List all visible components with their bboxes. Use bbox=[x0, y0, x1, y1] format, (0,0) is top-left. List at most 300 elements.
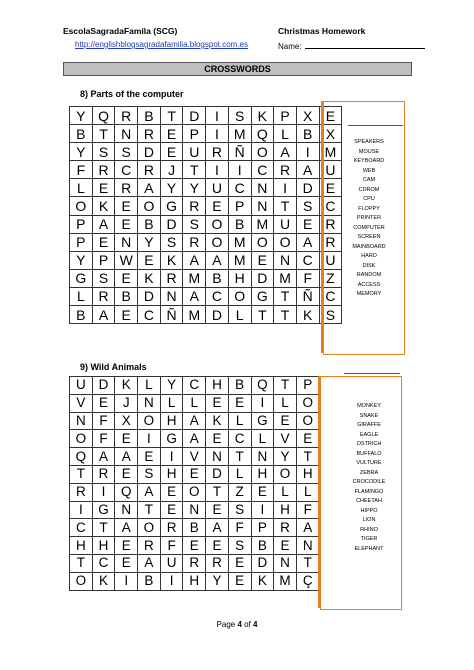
grid-cell[interactable]: C bbox=[319, 287, 342, 305]
grid-cell[interactable]: D bbox=[138, 287, 161, 305]
grid-cell[interactable]: M bbox=[183, 269, 206, 287]
grid-cell[interactable]: K bbox=[115, 377, 138, 395]
grid-cell[interactable]: I bbox=[274, 179, 297, 197]
grid-cell[interactable]: T bbox=[138, 501, 161, 519]
grid-cell[interactable]: L bbox=[160, 394, 183, 412]
word-list-item: CDROM bbox=[358, 186, 380, 193]
grid-cell[interactable]: E bbox=[228, 572, 251, 590]
grid-cell[interactable]: B bbox=[70, 125, 93, 143]
grid-cell[interactable]: U bbox=[183, 143, 206, 161]
grid-cell[interactable]: N bbox=[70, 412, 93, 430]
grid-cell[interactable]: O bbox=[70, 572, 93, 590]
grid-cell[interactable]: T bbox=[274, 306, 297, 324]
grid-cell[interactable]: E bbox=[251, 251, 274, 269]
grid-cell[interactable]: U bbox=[160, 554, 183, 572]
grid-cell[interactable]: N bbox=[183, 501, 206, 519]
grid-cell[interactable]: P bbox=[296, 377, 319, 395]
grid-cell[interactable]: E bbox=[160, 125, 183, 143]
grid-cell[interactable]: I bbox=[251, 394, 274, 412]
grid-cell[interactable]: O bbox=[274, 233, 297, 251]
grid-cell[interactable]: E bbox=[183, 537, 206, 555]
grid-cell[interactable]: H bbox=[183, 572, 206, 590]
grid-cell[interactable]: L bbox=[251, 430, 274, 448]
grid-cell[interactable]: T bbox=[296, 448, 319, 466]
grid-cell[interactable]: N bbox=[115, 501, 138, 519]
grid-row bbox=[70, 430, 320, 448]
grid-cell[interactable]: O bbox=[296, 412, 319, 430]
grid-cell[interactable]: R bbox=[183, 197, 206, 215]
grid-cell[interactable]: D bbox=[251, 269, 274, 287]
grid-cell[interactable]: E bbox=[274, 412, 297, 430]
grid-cell[interactable]: T bbox=[92, 519, 115, 537]
grid-cell[interactable]: R bbox=[206, 554, 229, 572]
grid-cell[interactable]: A bbox=[115, 448, 138, 466]
grid-row bbox=[70, 377, 320, 395]
grid-cell[interactable]: S bbox=[92, 269, 115, 287]
grid-cell[interactable]: C bbox=[183, 377, 206, 395]
grid-cell[interactable]: C bbox=[206, 287, 229, 305]
word-list-item: ACCESS bbox=[357, 281, 381, 288]
grid-cell[interactable]: I bbox=[160, 572, 183, 590]
grid-cell[interactable]: E bbox=[160, 143, 183, 161]
grid-cell[interactable]: E bbox=[274, 537, 297, 555]
grid-cell[interactable]: R bbox=[206, 143, 229, 161]
grid-cell[interactable]: K bbox=[251, 572, 274, 590]
grid-cell[interactable]: L bbox=[183, 394, 206, 412]
grid-cell[interactable]: O bbox=[138, 197, 161, 215]
grid-cell[interactable]: T bbox=[251, 306, 274, 324]
grid-cell[interactable]: E bbox=[251, 483, 274, 501]
grid-cell[interactable]: S bbox=[92, 143, 115, 161]
grid-cell[interactable]: A bbox=[138, 179, 161, 197]
grid-cell[interactable]: E bbox=[160, 501, 183, 519]
grid-cell[interactable]: N bbox=[160, 287, 183, 305]
word-list-item: SNAKE bbox=[359, 412, 379, 419]
grid-row bbox=[70, 394, 320, 412]
grid-cell[interactable]: T bbox=[274, 377, 297, 395]
grid-cell[interactable]: D bbox=[138, 143, 161, 161]
grid-cell[interactable]: T bbox=[160, 107, 183, 125]
grid-row bbox=[70, 215, 342, 233]
grid-cell[interactable]: L bbox=[274, 125, 297, 143]
grid-cell[interactable]: W bbox=[115, 251, 138, 269]
grid-cell[interactable]: Y bbox=[70, 251, 93, 269]
grid-cell[interactable]: U bbox=[319, 251, 342, 269]
grid-cell[interactable]: R bbox=[160, 519, 183, 537]
grid-cell[interactable]: B bbox=[251, 537, 274, 555]
grid-cell[interactable]: X bbox=[319, 125, 342, 143]
grid-cell[interactable]: X bbox=[115, 412, 138, 430]
grid-cell[interactable]: E bbox=[319, 179, 342, 197]
grid-cell[interactable]: C bbox=[138, 306, 161, 324]
grid-cell[interactable]: E bbox=[296, 215, 319, 233]
grid-cell[interactable]: D bbox=[296, 179, 319, 197]
grid-cell[interactable]: H bbox=[274, 501, 297, 519]
grid-cell[interactable]: A bbox=[138, 554, 161, 572]
grid-cell[interactable]: T bbox=[228, 448, 251, 466]
grid-cell[interactable]: U bbox=[70, 377, 93, 395]
grid-cell[interactable]: A bbox=[206, 519, 229, 537]
grid-cell[interactable]: L bbox=[70, 179, 93, 197]
grid-cell[interactable]: A bbox=[115, 519, 138, 537]
grid-cell[interactable]: D bbox=[251, 554, 274, 572]
grid-cell[interactable]: T bbox=[274, 197, 297, 215]
grid-cell[interactable]: R bbox=[319, 215, 342, 233]
grid-cell[interactable]: B bbox=[138, 107, 161, 125]
grid-cell[interactable]: E bbox=[206, 197, 229, 215]
grid-cell[interactable]: E bbox=[206, 501, 229, 519]
grid-cell[interactable]: I bbox=[296, 143, 319, 161]
grid-cell[interactable]: N bbox=[274, 251, 297, 269]
grid-row bbox=[70, 197, 342, 215]
word-list-item: DISK bbox=[362, 262, 376, 269]
grid-cell[interactable]: E bbox=[183, 465, 206, 483]
grid-cell[interactable]: M bbox=[319, 143, 342, 161]
grid-row bbox=[70, 233, 342, 251]
grid-cell[interactable]: I bbox=[206, 125, 229, 143]
grid-cell[interactable]: C bbox=[319, 197, 342, 215]
grid-cell[interactable]: L bbox=[138, 377, 161, 395]
grid-cell[interactable]: O bbox=[70, 197, 93, 215]
grid-cell[interactable]: Z bbox=[228, 483, 251, 501]
grid-cell[interactable]: F bbox=[160, 537, 183, 555]
grid-cell[interactable]: G bbox=[160, 197, 183, 215]
grid-cell[interactable]: Y bbox=[160, 179, 183, 197]
grid-cell[interactable]: K bbox=[92, 572, 115, 590]
grid-cell[interactable]: P bbox=[70, 215, 93, 233]
grid-cell[interactable]: O bbox=[296, 394, 319, 412]
grid-cell[interactable]: B bbox=[115, 287, 138, 305]
grid-cell[interactable]: H bbox=[228, 269, 251, 287]
grid-cell[interactable]: N bbox=[251, 197, 274, 215]
grid-cell[interactable]: B bbox=[138, 215, 161, 233]
grid-cell[interactable]: E bbox=[115, 306, 138, 324]
grid-cell[interactable]: Y bbox=[70, 143, 93, 161]
grid-cell[interactable]: L bbox=[228, 412, 251, 430]
grid-cell[interactable]: A bbox=[138, 483, 161, 501]
grid-cell[interactable]: I bbox=[115, 572, 138, 590]
grid-cell[interactable]: B bbox=[228, 215, 251, 233]
grid-cell[interactable]: C bbox=[70, 519, 93, 537]
grid-cell[interactable]: R bbox=[115, 179, 138, 197]
grid-cell[interactable]: M bbox=[228, 233, 251, 251]
grid-cell[interactable]: U bbox=[274, 215, 297, 233]
page-middle: of bbox=[241, 620, 254, 629]
grid-cell[interactable]: S bbox=[160, 233, 183, 251]
grid-cell[interactable]: D bbox=[183, 107, 206, 125]
grid-cell[interactable]: I bbox=[206, 161, 229, 179]
word-list-item: SCREEN bbox=[357, 234, 381, 240]
grid-cell[interactable]: Y bbox=[70, 107, 93, 125]
grid-cell[interactable]: H bbox=[206, 377, 229, 395]
grid-cell[interactable]: G bbox=[92, 501, 115, 519]
grid-cell[interactable]: S bbox=[138, 465, 161, 483]
grid-cell[interactable]: L bbox=[274, 483, 297, 501]
grid-cell[interactable]: F bbox=[70, 161, 93, 179]
grid-cell[interactable]: E bbox=[115, 465, 138, 483]
grid-cell[interactable]: K bbox=[296, 306, 319, 324]
grid-cell[interactable]: R bbox=[92, 465, 115, 483]
grid-cell[interactable]: A bbox=[92, 215, 115, 233]
grid-cell[interactable]: T bbox=[183, 161, 206, 179]
grid-cell[interactable]: Y bbox=[206, 572, 229, 590]
name-field bbox=[278, 40, 425, 51]
grid-cell[interactable]: R bbox=[183, 554, 206, 572]
grid-cell[interactable]: A bbox=[183, 287, 206, 305]
grid-cell[interactable]: E bbox=[115, 430, 138, 448]
grid-cell[interactable]: Ç bbox=[296, 572, 319, 590]
grid-cell[interactable]: E bbox=[115, 197, 138, 215]
grid-cell[interactable]: H bbox=[160, 412, 183, 430]
grid-cell[interactable]: N bbox=[251, 448, 274, 466]
grid-cell[interactable]: N bbox=[115, 125, 138, 143]
grid-cell[interactable]: C bbox=[92, 554, 115, 572]
grid-cell[interactable]: E bbox=[138, 251, 161, 269]
name-label: Name: bbox=[278, 42, 302, 51]
grid-cell[interactable]: O bbox=[138, 412, 161, 430]
grid-cell[interactable]: Q bbox=[70, 448, 93, 466]
crosswords-banner: CROSSWORDS bbox=[63, 62, 412, 76]
grid-cell[interactable]: B bbox=[206, 269, 229, 287]
grid-cell[interactable]: U bbox=[206, 179, 229, 197]
grid-cell[interactable]: R bbox=[92, 287, 115, 305]
grid-cell[interactable]: A bbox=[92, 448, 115, 466]
grid-cell[interactable]: H bbox=[296, 465, 319, 483]
grid-cell[interactable]: Y bbox=[138, 233, 161, 251]
grid-cell[interactable]: S bbox=[228, 501, 251, 519]
grid-cell[interactable]: H bbox=[160, 465, 183, 483]
grid-cell[interactable]: A bbox=[296, 519, 319, 537]
grid-cell[interactable]: R bbox=[138, 537, 161, 555]
grid-cell[interactable]: L bbox=[228, 306, 251, 324]
grid-cell[interactable]: F bbox=[92, 412, 115, 430]
grid-cell[interactable]: M bbox=[274, 269, 297, 287]
grid-cell[interactable]: A bbox=[183, 251, 206, 269]
grid-cell[interactable]: R bbox=[115, 107, 138, 125]
grid-cell[interactable]: N bbox=[251, 179, 274, 197]
grid-cell[interactable]: D bbox=[206, 465, 229, 483]
grid-cell[interactable]: Q bbox=[251, 125, 274, 143]
grid-cell[interactable]: R bbox=[138, 125, 161, 143]
grid-cell[interactable]: P bbox=[251, 519, 274, 537]
grid-cell[interactable]: H bbox=[70, 537, 93, 555]
grid-cell[interactable]: G bbox=[160, 430, 183, 448]
grid-cell[interactable]: M bbox=[228, 125, 251, 143]
grid-cell[interactable]: N bbox=[274, 554, 297, 572]
grid-cell[interactable]: E bbox=[228, 554, 251, 572]
grid-cell[interactable]: O bbox=[274, 465, 297, 483]
grid-cell[interactable]: Y bbox=[160, 377, 183, 395]
grid-cell[interactable]: D bbox=[160, 215, 183, 233]
grid-cell[interactable]: M bbox=[274, 572, 297, 590]
grid-cell[interactable]: B bbox=[228, 377, 251, 395]
grid-cell[interactable]: E bbox=[115, 215, 138, 233]
grid-cell[interactable]: T bbox=[92, 125, 115, 143]
grid-cell[interactable]: E bbox=[115, 269, 138, 287]
grid-cell[interactable]: I bbox=[228, 161, 251, 179]
grid-cell[interactable]: L bbox=[274, 394, 297, 412]
grid-cell[interactable]: Q bbox=[251, 377, 274, 395]
grid-cell[interactable]: C bbox=[251, 161, 274, 179]
grid-cell[interactable]: C bbox=[228, 430, 251, 448]
grid-cell[interactable]: A bbox=[183, 412, 206, 430]
word-list-item: LION bbox=[362, 517, 376, 523]
blog-link[interactable]: http://englishblogsagradafamilia.blogspot.com.es bbox=[75, 40, 248, 49]
grid-row bbox=[70, 251, 342, 269]
grid-cell[interactable]: B bbox=[296, 125, 319, 143]
grid-cell[interactable]: U bbox=[319, 161, 342, 179]
grid-cell[interactable]: C bbox=[228, 179, 251, 197]
grid-cell[interactable]: X bbox=[296, 107, 319, 125]
grid-cell[interactable]: B bbox=[70, 306, 93, 324]
grid-cell[interactable]: F bbox=[228, 519, 251, 537]
grid-cell[interactable]: I bbox=[92, 483, 115, 501]
grid-cell[interactable]: O bbox=[138, 519, 161, 537]
grid-cell[interactable]: B bbox=[183, 519, 206, 537]
grid-cell[interactable]: P bbox=[70, 233, 93, 251]
grid-cell[interactable]: I bbox=[70, 501, 93, 519]
grid-cell[interactable]: E bbox=[92, 394, 115, 412]
grid-cell[interactable]: V bbox=[274, 430, 297, 448]
grid-cell[interactable]: F bbox=[296, 501, 319, 519]
grid-cell[interactable]: I bbox=[251, 501, 274, 519]
grid-cell[interactable]: P bbox=[183, 125, 206, 143]
grid-cell[interactable]: P bbox=[274, 107, 297, 125]
grid-cell[interactable]: N bbox=[296, 537, 319, 555]
grid-cell[interactable]: F bbox=[92, 430, 115, 448]
grid-cell[interactable]: S bbox=[296, 197, 319, 215]
grid-cell[interactable]: A bbox=[206, 251, 229, 269]
grid-cell[interactable]: R bbox=[92, 161, 115, 179]
grid-cell[interactable]: C bbox=[296, 251, 319, 269]
grid-cell[interactable]: E bbox=[319, 107, 342, 125]
grid-cell[interactable]: R bbox=[274, 519, 297, 537]
grid-cell[interactable]: R bbox=[183, 233, 206, 251]
grid-cell[interactable]: E bbox=[296, 430, 319, 448]
grid-cell[interactable]: Q bbox=[92, 107, 115, 125]
grid-cell[interactable]: O bbox=[206, 215, 229, 233]
grid-cell[interactable]: Z bbox=[319, 269, 342, 287]
grid-cell[interactable]: Y bbox=[274, 448, 297, 466]
grid-cell[interactable]: N bbox=[138, 394, 161, 412]
grid-cell[interactable]: N bbox=[206, 448, 229, 466]
grid-cell[interactable]: Ñ bbox=[228, 143, 251, 161]
grid-cell[interactable]: Ñ bbox=[296, 287, 319, 305]
grid-cell[interactable]: E bbox=[115, 537, 138, 555]
grid-cell[interactable]: R bbox=[319, 233, 342, 251]
grid-cell[interactable]: P bbox=[92, 251, 115, 269]
grid-cell[interactable]: T bbox=[274, 287, 297, 305]
grid-cell[interactable]: E bbox=[92, 179, 115, 197]
grid-cell[interactable]: G bbox=[70, 269, 93, 287]
word-list-item: FLOPPY bbox=[358, 205, 380, 212]
grid-cell[interactable]: K bbox=[160, 251, 183, 269]
grid-cell[interactable]: Q bbox=[115, 483, 138, 501]
grid-cell[interactable]: Ñ bbox=[160, 306, 183, 324]
name-blank-line bbox=[305, 40, 425, 49]
grid-cell[interactable]: D bbox=[206, 306, 229, 324]
grid-cell[interactable]: A bbox=[296, 161, 319, 179]
grid-cell[interactable]: V bbox=[183, 448, 206, 466]
grid-cell[interactable]: H bbox=[251, 465, 274, 483]
grid-cell[interactable]: Y bbox=[183, 179, 206, 197]
grid-cell[interactable]: M bbox=[251, 215, 274, 233]
grid-cell[interactable]: R bbox=[274, 161, 297, 179]
grid-cell[interactable]: O bbox=[228, 287, 251, 305]
grid-cell[interactable]: I bbox=[206, 107, 229, 125]
grid-cell[interactable]: J bbox=[115, 394, 138, 412]
grid-cell[interactable]: K bbox=[251, 107, 274, 125]
grid-cell[interactable]: L bbox=[228, 465, 251, 483]
grid-cell[interactable]: K bbox=[138, 269, 161, 287]
grid-cell[interactable]: E bbox=[138, 448, 161, 466]
grid-cell[interactable]: A bbox=[92, 306, 115, 324]
grid-cell[interactable]: G bbox=[251, 287, 274, 305]
grid-cell[interactable]: S bbox=[228, 537, 251, 555]
grid-cell[interactable]: J bbox=[160, 161, 183, 179]
grid-cell[interactable]: E bbox=[228, 394, 251, 412]
grid-cell[interactable]: M bbox=[183, 306, 206, 324]
grid-cell[interactable]: O bbox=[70, 430, 93, 448]
grid-cell[interactable]: I bbox=[138, 430, 161, 448]
grid-cell[interactable]: K bbox=[92, 197, 115, 215]
grid-cell[interactable]: P bbox=[228, 197, 251, 215]
grid-cell[interactable]: E bbox=[206, 394, 229, 412]
grid-cell[interactable]: E bbox=[92, 233, 115, 251]
grid-cell[interactable]: H bbox=[92, 537, 115, 555]
grid-cell[interactable]: M bbox=[228, 251, 251, 269]
grid-cell[interactable]: T bbox=[70, 465, 93, 483]
grid-cell[interactable]: C bbox=[115, 161, 138, 179]
grid-cell[interactable]: T bbox=[206, 483, 229, 501]
grid-cell[interactable]: E bbox=[206, 537, 229, 555]
grid-cell[interactable]: R bbox=[160, 269, 183, 287]
grid-cell[interactable]: O bbox=[206, 233, 229, 251]
grid-cell[interactable]: O bbox=[251, 233, 274, 251]
page-prefix: Page bbox=[216, 620, 238, 629]
grid-cell[interactable]: K bbox=[206, 412, 229, 430]
grid-cell[interactable]: L bbox=[296, 483, 319, 501]
grid-cell[interactable]: I bbox=[160, 448, 183, 466]
grid-cell[interactable]: R bbox=[138, 161, 161, 179]
grid-cell[interactable]: O bbox=[183, 483, 206, 501]
grid-cell[interactable]: L bbox=[70, 287, 93, 305]
grid-cell[interactable]: O bbox=[251, 143, 274, 161]
grid-cell[interactable]: S bbox=[319, 306, 342, 324]
word-list-item: SPEAKERS bbox=[354, 139, 384, 145]
grid-cell[interactable]: S bbox=[228, 107, 251, 125]
grid-cell[interactable]: D bbox=[92, 377, 115, 395]
grid-cell[interactable]: E bbox=[115, 554, 138, 572]
grid-cell[interactable]: T bbox=[70, 554, 93, 572]
grid-cell[interactable]: F bbox=[296, 269, 319, 287]
grid-cell[interactable]: E bbox=[206, 430, 229, 448]
word-list-item: EAGLE bbox=[359, 431, 379, 438]
grid-cell[interactable]: A bbox=[183, 430, 206, 448]
grid-cell[interactable]: G bbox=[251, 412, 274, 430]
grid-cell[interactable]: A bbox=[296, 233, 319, 251]
grid-cell[interactable]: S bbox=[115, 143, 138, 161]
grid-cell[interactable]: B bbox=[138, 572, 161, 590]
grid-cell[interactable]: N bbox=[115, 233, 138, 251]
grid-cell[interactable]: S bbox=[183, 215, 206, 233]
word-list-item: CAM bbox=[362, 177, 376, 183]
grid-cell[interactable]: A bbox=[274, 143, 297, 161]
grid-cell[interactable]: E bbox=[160, 483, 183, 501]
grid-cell[interactable]: R bbox=[70, 483, 93, 501]
grid-cell[interactable]: T bbox=[296, 554, 319, 572]
grid-cell[interactable]: V bbox=[70, 394, 93, 412]
